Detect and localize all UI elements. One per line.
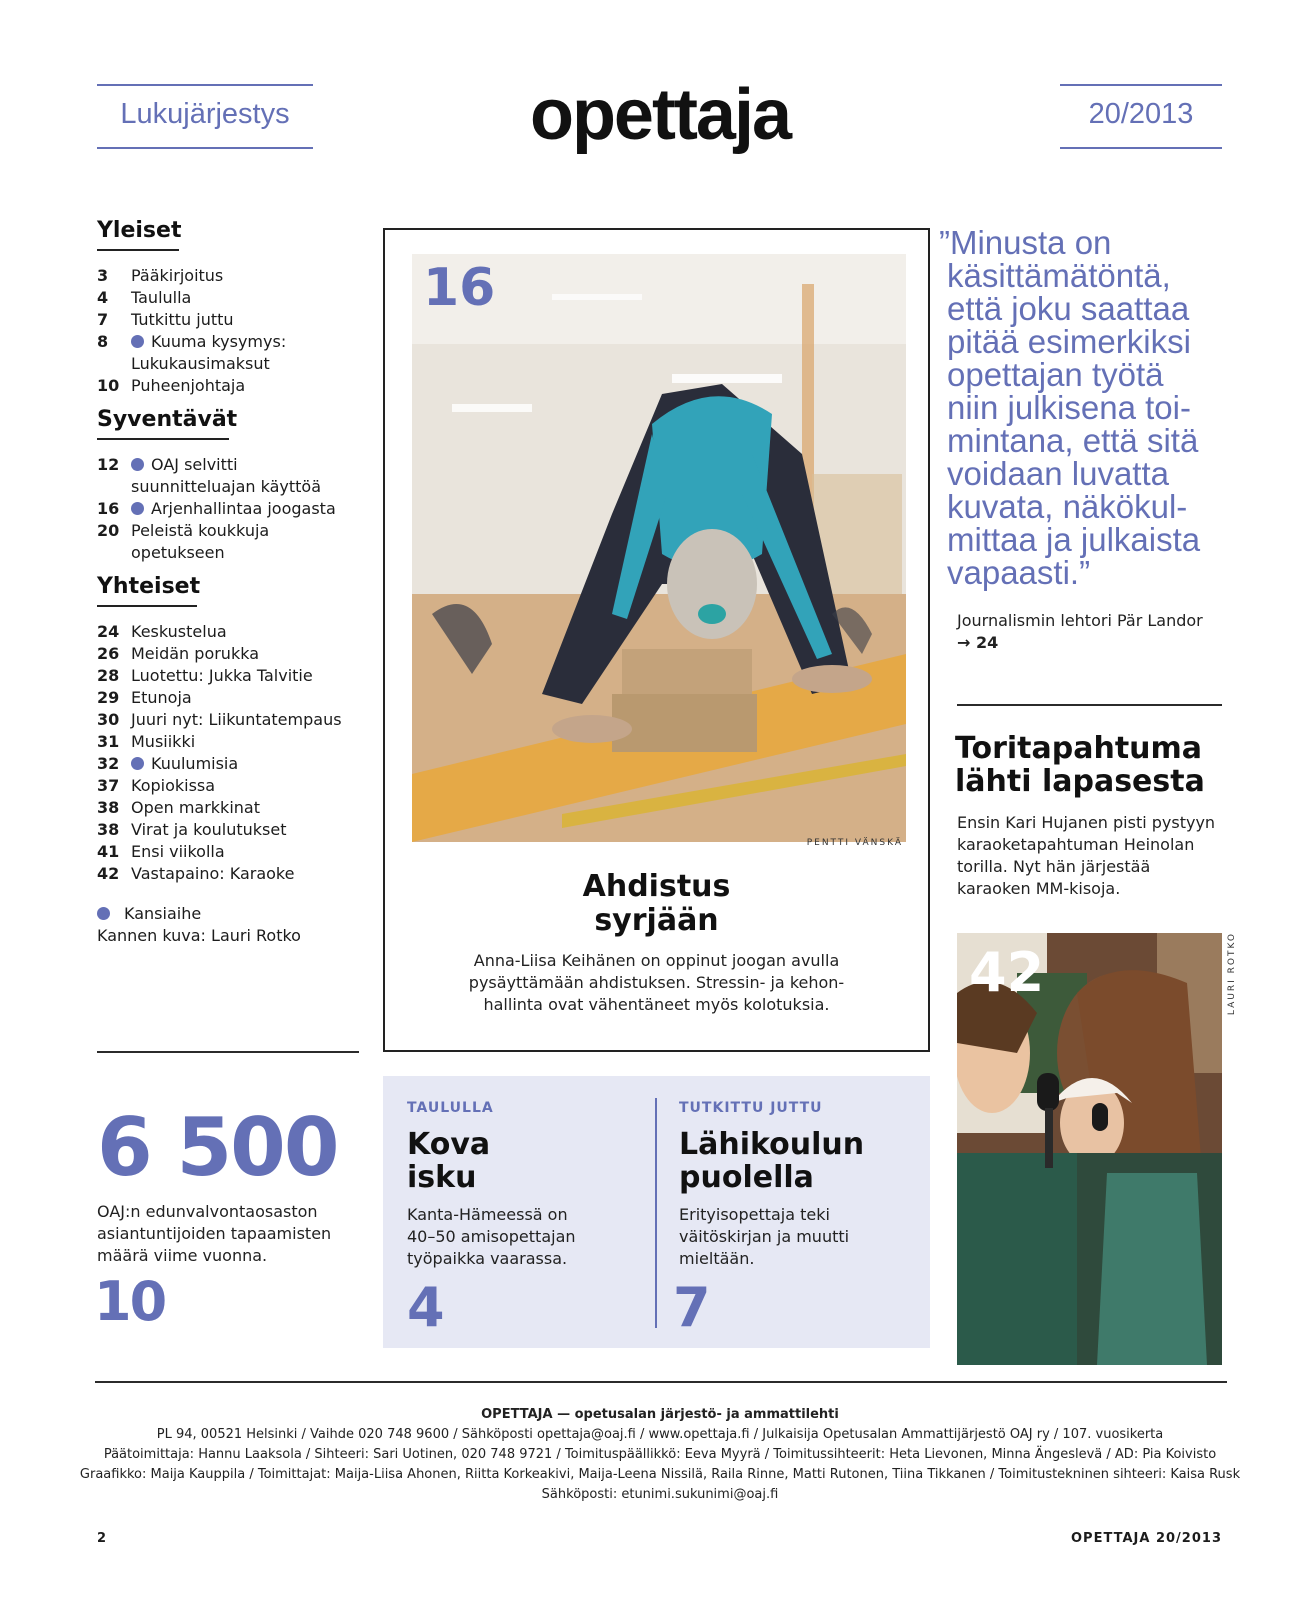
toc-item[interactable]: 4 Taululla [97,288,192,307]
toc-item[interactable]: 41 Ensi viikolla [97,842,225,861]
taululla-kicker: TAULULLA [407,1100,494,1116]
masthead [60,1405,1260,1505]
toc-item[interactable]: 20 Peleistä koukkuja opetukseen [97,521,270,562]
masthead-line: Sähköposti: etunimi.sukunimi@oaj.fi [541,1487,779,1502]
toc-item[interactable]: 31 Musiikki [97,732,196,751]
karaoke-photo[interactable] [957,933,1222,1365]
toc-item[interactable]: 30 Juuri nyt: Liikuntatempaus [97,710,342,729]
feature-article-box[interactable] [383,228,930,1052]
toc-legend: Kansiaihe [97,903,367,925]
story-42-summary: Ensin Kari Hujanen pisti pystyyn karaoketapahtuman Heinolan torilla. Nyt hän järjestää karaoken MM-kisoja. [957,813,1216,898]
masthead-line: PL 94, 00521 Helsinki / Vaihde 020 748 9600 / Sähköposti opettaja@oaj.fi / www.opettaja.fi / Julkaisija Opetusalan Ammattijärjestö OAJ ry / 107. vuosikerta [156,1427,1164,1442]
toc-heading-yhteiset: Yhteiset [97,574,201,599]
toc-heading-underline [97,438,229,440]
taululla-summary: Kanta-Hämeessä on 40–50 amisopettajan työpaikka vaarassa. [407,1205,576,1268]
tutkittu-teaser[interactable] [673,1100,919,1339]
photo-credit: PENTTI VÄNSKÄ [806,838,903,848]
toc-item[interactable]: 26 Meidän porukka [97,644,259,663]
section-label: Lukujärjestys [120,98,290,130]
taululla-teaser[interactable] [407,1100,647,1339]
header-rule-top-left [97,84,313,86]
toc-list-yleiset [97,265,367,397]
masthead-line: Päätoimittaja: Hannu Laaksola / Sihteeri: Sari Uotinen, 020 748 9721 / Toimituspäällikkö: Eeva Myyrä / Toimitussihteerit: Heta Lievonen, Minna Ängeslevä / AD: Pia Koivisto [103,1447,1217,1462]
toc-heading-underline [97,605,197,607]
toc-item[interactable]: 7 Tutkittu juttu [97,310,234,329]
header-rule-top-right [1060,84,1222,86]
toc-item[interactable]: 42 Vastapaino: Karaoke [97,864,295,883]
running-footer: OPETTAJA 20/2013 [1071,1531,1222,1546]
yoga-photo-illustration [412,254,906,842]
feature-summary: Anna-Liisa Keihänen on oppinut joogan avulla pysäyttämään ahdistuksen. Stressin- ja kehon- hallinta ovat vähentäneet myös kolotuksia. [468,951,845,1014]
toc-list-yhteiset [97,621,367,885]
panel-divider [655,1098,657,1328]
feature-title: Ahdistus syrjään [582,869,731,938]
tutkittu-kicker: TUTKITTU JUTTU [679,1100,823,1116]
header-rule-bottom-left [97,147,313,149]
toc-list-syventavat [97,454,367,564]
footer-rule [95,1381,1227,1383]
toc-item[interactable]: 37 Kopiokissa [97,776,216,795]
feature-page-number: 16 [423,258,496,318]
cover-topic-dot-icon [131,458,144,471]
cover-credit: Kannen kuva: Lauri Rotko [97,926,301,945]
tutkittu-title: Lähikoulun puolella [679,1127,865,1195]
cover-topic-dot-icon [131,757,144,770]
pull-quote: ”Minusta on käsittämätöntä, että joku saattaa pitää esimerkiksi opettajan työtä niin julkisena toi- mintana, että sitä voidaan luvatta kuvata, näkökul- mittaa ja julkaista vapaasti.” [939,224,1201,591]
toc-heading-yleiset: Yleiset [97,218,182,243]
toc-item[interactable]: 24 Keskustelua [97,622,227,641]
page-number: 2 [97,1531,107,1546]
toc-item[interactable]: 28 Luotettu: Jukka Talvitie [97,666,313,685]
masthead-line: Graafikko: Maija Kauppila / Toimittajat: Maija-Liisa Ahonen, Riitta Korkeakivi, Maija-Leena Nissilä, Raila Rinne, Matti Rutonen, Tiina Tikkanen / Toimitustekninen sihteeri: Kaisa Rusk [79,1467,1241,1482]
quote-attribution: Journalismin lehtori Pär Landor [957,611,1203,630]
toc-heading-syventavat: Syventävät [97,407,238,432]
table-of-contents [97,218,367,947]
toc-item[interactable]: 29 Etunoja [97,688,192,707]
masthead-title: OPETTAJA — opetusalan järjestö- ja ammattilehti [481,1407,839,1422]
toc-item[interactable]: 38 Open markkinat [97,798,260,817]
magazine-logo: opettaja [529,75,791,155]
toc-item[interactable]: 16 Arjenhallintaa joogasta [97,499,336,518]
cover-topic-dot-icon [131,335,144,348]
toc-heading-underline [97,249,179,251]
toc-item[interactable]: 3 Pääkirjoitus [97,266,224,285]
quote-page-ref[interactable]: → 24 [957,633,999,652]
cover-topic-dot-icon [131,502,144,515]
story-42-page-number: 42 [969,941,1045,1004]
yoga-photo [412,254,906,842]
photo-credit: LAURI ROTKO [1227,932,1237,1016]
info-panel [383,1076,930,1348]
stat-page-number[interactable]: 10 [94,1270,166,1333]
divider [97,1051,359,1053]
header-rule-bottom-right [1060,147,1222,149]
toc-item[interactable]: 38 Virat ja koulutukset [97,820,287,839]
story-42-title: Toritapahtuma lähti lapasesta [955,731,1205,799]
toc-item[interactable]: 8 Kuuma kysymys: Lukukausimaksut [97,332,287,373]
cover-topic-dot-icon [97,907,110,920]
toc-item[interactable]: 10 Puheenjohtaja [97,376,246,395]
issue-number: 20/2013 [1088,98,1194,130]
toc-item[interactable]: 12 OAJ selvitti suunnitteluajan käyttöä [97,455,321,496]
taululla-page-number: 4 [407,1276,445,1339]
taululla-title: Kova isku [407,1127,491,1195]
divider [957,704,1222,706]
tutkittu-page-number: 7 [673,1276,711,1339]
stat-number: 6 500 [97,1101,338,1194]
stat-description: OAJ:n edunvalvontaosaston asiantuntijoiden tapaamisten määrä viime vuonna. [97,1202,332,1265]
tutkittu-summary: Erityisopettaja teki väitöskirjan ja muutti mieltään. [679,1205,850,1268]
toc-item[interactable]: 32 Kuulumisia [97,754,239,773]
